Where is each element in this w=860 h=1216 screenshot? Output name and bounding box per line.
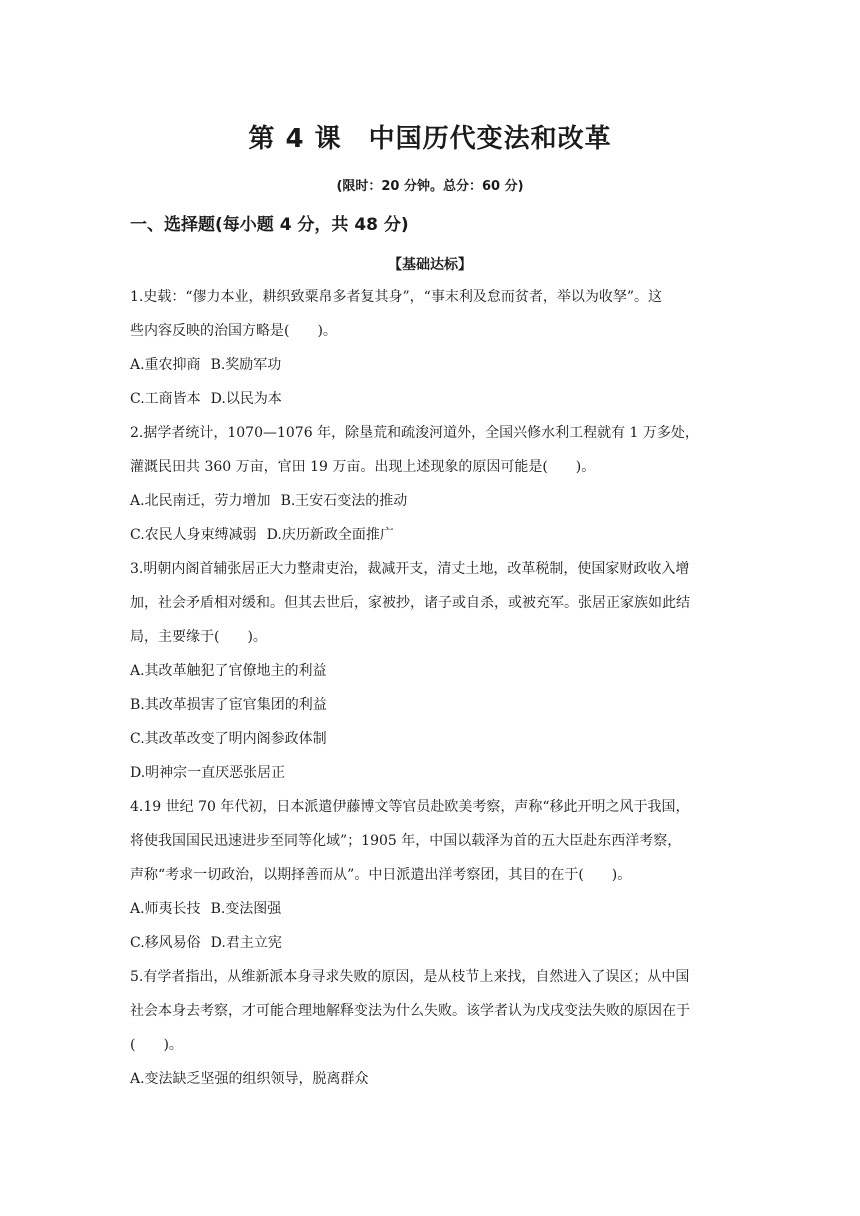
answer-option: D.庆历新政全面推广 [266,527,394,543]
answer-option: A.其改革触犯了官僚地主的利益 [130,663,327,679]
question-stem-line: 声称“考求一切政治，以期择善而从”。中日派遣出洋考察团，其目的在于( )。 [130,867,632,883]
option-row [130,484,730,518]
answer-option: B.王安石变法的推动 [280,493,408,509]
question-stem-line: 些内容反映的治国方略是( )。 [130,323,337,339]
question-list [130,280,730,1096]
question-stem-line: 加，社会矛盾相对缓和。但其去世后，家被抄，诸子或自杀，或被充军。张居正家族如此结 [130,595,690,611]
option-row [130,892,730,926]
option-row [130,348,730,382]
answer-option: C.农民人身束缚减弱 [130,527,257,543]
question-item [130,552,730,790]
question-stem-line: 将使我国国民迅速进步至同等化域”；1905 年，中国以载泽为首的五大臣赴东西洋考察， [130,833,682,849]
answer-option: B.奖励军功 [210,357,282,373]
answer-option: D.以民为本 [210,391,282,407]
question-stem-line: 社会本身去考察，才可能合理地解释变法为什么失败。该学者认为戊戌变法失败的原因在于 [130,1003,690,1019]
answer-option: A.重农抑商 [130,357,201,373]
answer-option: A.变法缺乏坚强的组织领导，脱离群众 [130,1071,369,1087]
question-stem-line: 局，主要缘于( )。 [130,629,267,645]
page-title: 第 4 课 中国历代变法和改革 [248,124,612,154]
question-stem-line: ( )。 [130,1037,183,1053]
answer-option: D.君主立宪 [210,935,282,951]
answer-option: A.北民南迁，劳力增加 [130,493,271,509]
option-row [130,1062,730,1096]
question-stem-line: 4.19 世纪 70 年代初，日本派遣伊藤博文等官员赴欧美考察，声称“移此开明之风于我国， [130,799,690,815]
answer-option: B.变法图强 [210,901,282,917]
section-heading: 一、选择题(每小题 4 分，共 48 分) [130,215,409,235]
question-item [130,960,730,1096]
option-row [130,926,730,960]
sub-section-heading: 【基础达标】 [388,257,472,273]
answer-option: C.其改革改变了明内阁参政体制 [130,731,327,747]
answer-option: C.移风易俗 [130,935,201,951]
option-row [130,756,730,790]
answer-option: B.其改革损害了宦官集团的利益 [130,697,327,713]
answer-option: C.工商皆本 [130,391,201,407]
option-row [130,518,730,552]
question-stem-line: 灌溉民田共 360 万亩，官田 19 万亩。出现上述现象的原因可能是( )。 [130,459,596,475]
option-row [130,654,730,688]
question-item [130,416,730,552]
option-row [130,382,730,416]
question-stem-line: 3.明朝内阁首辅张居正大力整肃吏治，裁减开支，清丈土地，改革税制，使国家财政收入增 [130,561,690,577]
question-item [130,790,730,960]
time-score-note: (限时：20 分钟。总分：60 分) [336,179,524,194]
question-stem-line: 5.有学者指出，从维新派本身寻求失败的原因，是从枝节上来找，自然进入了误区；从中国 [130,969,690,985]
question-stem-line: 1.史载：“僇力本业，耕织致粟帛多者复其身”，“事末利及怠而贫者，举以为收孥”。这 [130,289,662,305]
question-item [130,280,730,416]
question-stem-line: 2.据学者统计，1070—1076 年，除垦荒和疏浚河道外，全国兴修水利工程就有 1 万多处， [130,425,699,441]
option-row [130,722,730,756]
answer-option: A.师夷长技 [130,901,201,917]
answer-option: D.明神宗一直厌恶张居正 [130,765,286,781]
option-row [130,688,730,722]
